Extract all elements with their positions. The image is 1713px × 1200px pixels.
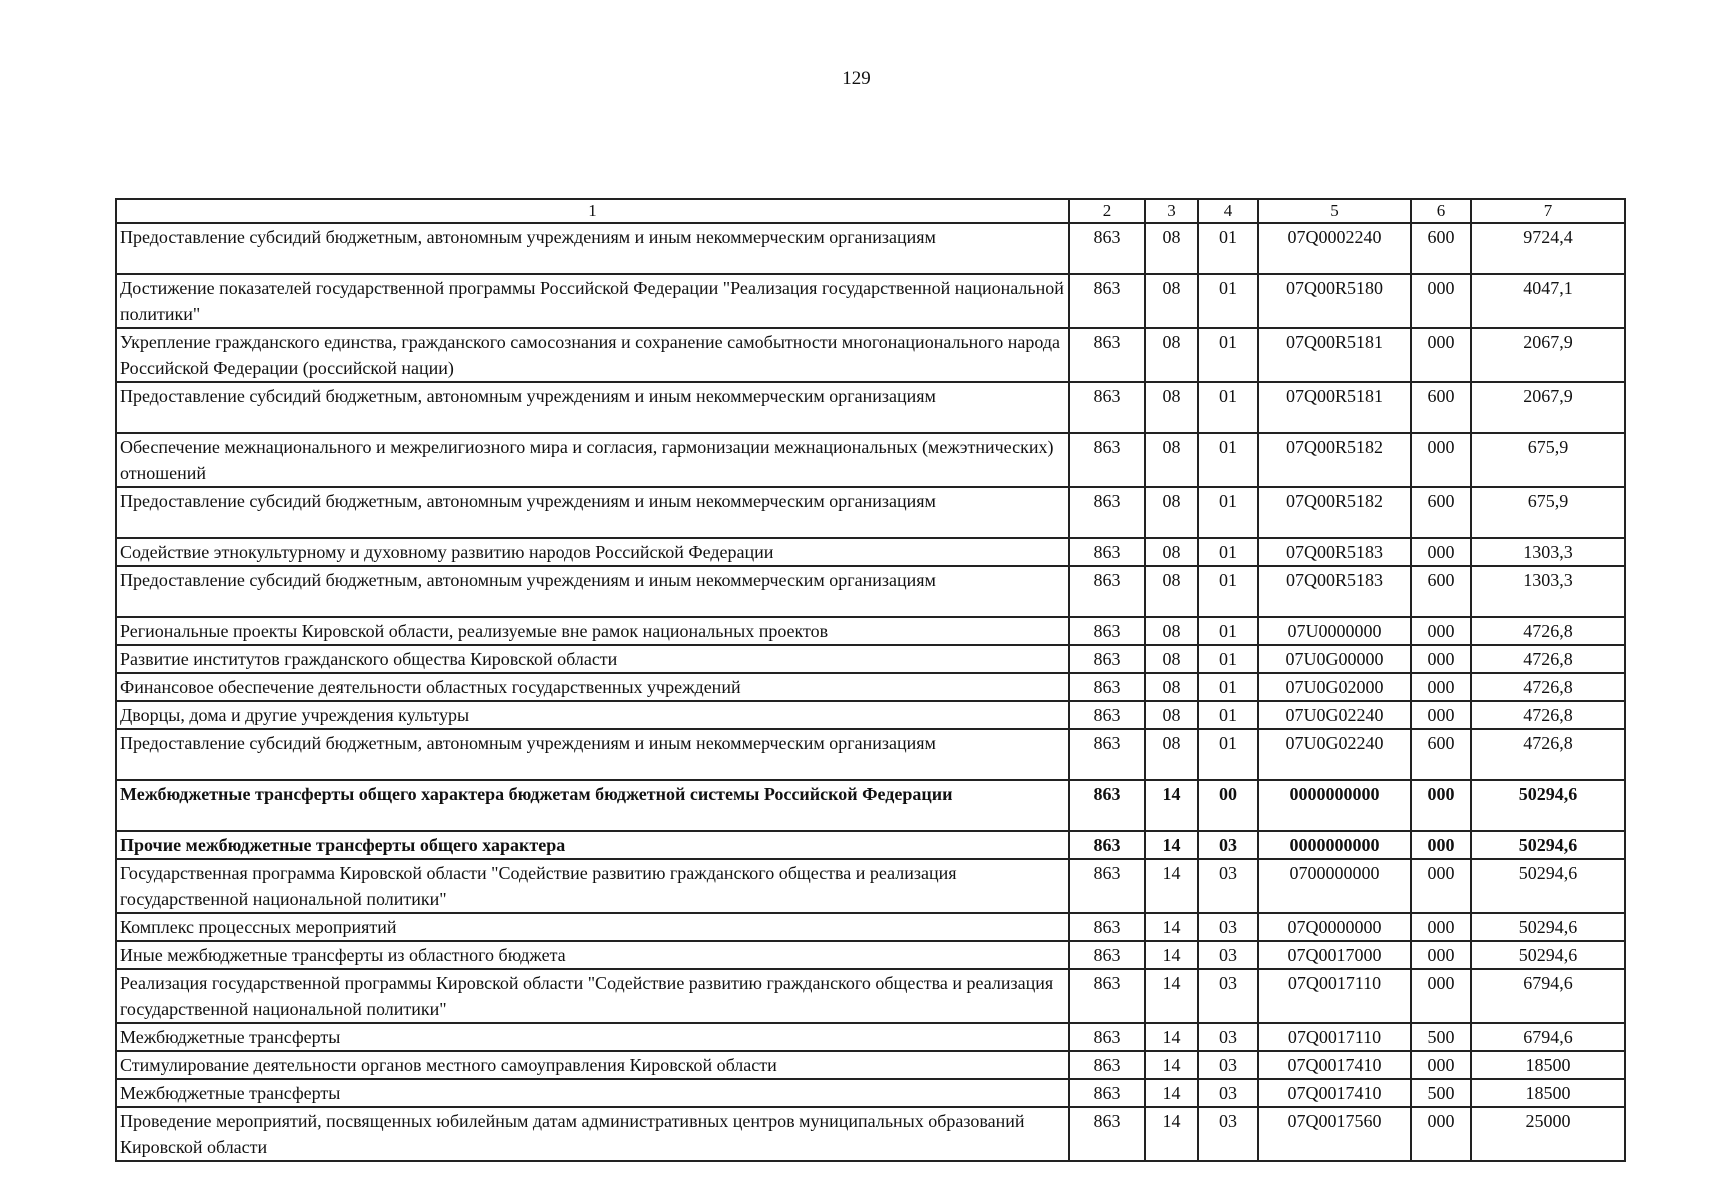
item-name-cell: Предоставление субсидий бюджетным, автономным учреждениям и иным некоммерческим организациям [116,566,1069,617]
section-cell: 08 [1145,645,1198,673]
expense-type-cell: 000 [1411,433,1471,487]
table-row [116,913,1625,941]
table-row [116,223,1625,274]
section-cell: 14 [1145,1079,1198,1107]
ministry-code-cell: 863 [1069,328,1145,382]
expense-type-cell: 000 [1411,780,1471,831]
section-cell: 14 [1145,1023,1198,1051]
item-name-cell: Межбюджетные трансферты общего характера бюджетам бюджетной системы Российской Федерации [116,780,1069,831]
item-name-cell: Иные межбюджетные трансферты из областного бюджета [116,941,1069,969]
section-cell: 14 [1145,859,1198,913]
subsection-cell: 03 [1198,941,1258,969]
table-row [116,328,1625,382]
item-name-cell: Развитие институтов гражданского общества Кировской области [116,645,1069,673]
subsection-cell: 03 [1198,1023,1258,1051]
target-article-cell: 07Q00R5181 [1258,328,1411,382]
subsection-cell: 01 [1198,487,1258,538]
amount-cell: 50294,6 [1471,831,1625,859]
amount-cell: 2067,9 [1471,328,1625,382]
amount-cell: 50294,6 [1471,859,1625,913]
table-row [116,831,1625,859]
table-row [116,274,1625,328]
subsection-cell: 01 [1198,673,1258,701]
ministry-code-cell: 863 [1069,673,1145,701]
target-article-cell: 07Q0017110 [1258,1023,1411,1051]
section-cell: 08 [1145,538,1198,566]
ministry-code-cell: 863 [1069,487,1145,538]
amount-cell: 4726,8 [1471,673,1625,701]
expense-type-cell: 000 [1411,941,1471,969]
table-row [116,941,1625,969]
subsection-cell: 00 [1198,780,1258,831]
header-cell: 3 [1145,199,1198,223]
expense-type-cell: 600 [1411,729,1471,780]
target-article-cell: 07U0G02240 [1258,729,1411,780]
expense-type-cell: 000 [1411,969,1471,1023]
item-name-cell: Обеспечение межнационального и межрелигиозного мира и согласия, гармонизации межнациональных (межэтнических) отношений [116,433,1069,487]
subsection-cell: 03 [1198,1107,1258,1161]
table-row [116,1051,1625,1079]
header-cell: 2 [1069,199,1145,223]
table-row [116,645,1625,673]
section-cell: 08 [1145,566,1198,617]
item-name-cell: Стимулирование деятельности органов местного самоуправления Кировской области [116,1051,1069,1079]
header-cell: 1 [116,199,1069,223]
subsection-cell: 01 [1198,617,1258,645]
subsection-cell: 01 [1198,274,1258,328]
ministry-code-cell: 863 [1069,969,1145,1023]
amount-cell: 4726,8 [1471,701,1625,729]
budget-table [115,198,1626,1162]
table-row [116,617,1625,645]
expense-type-cell: 000 [1411,701,1471,729]
table-row [116,487,1625,538]
target-article-cell: 07U0G02000 [1258,673,1411,701]
target-article-cell: 07Q0000000 [1258,913,1411,941]
expense-type-cell: 000 [1411,328,1471,382]
subsection-cell: 01 [1198,433,1258,487]
ministry-code-cell: 863 [1069,433,1145,487]
subsection-cell: 01 [1198,382,1258,433]
section-cell: 08 [1145,433,1198,487]
item-name-cell: Дворцы, дома и другие учреждения культуры [116,701,1069,729]
table-row [116,780,1625,831]
subsection-cell: 01 [1198,328,1258,382]
section-cell: 08 [1145,673,1198,701]
ministry-code-cell: 863 [1069,831,1145,859]
target-article-cell: 0000000000 [1258,780,1411,831]
target-article-cell: 07Q00R5181 [1258,382,1411,433]
subsection-cell: 03 [1198,859,1258,913]
ministry-code-cell: 863 [1069,1051,1145,1079]
ministry-code-cell: 863 [1069,913,1145,941]
table-row [116,382,1625,433]
target-article-cell: 07Q00R5182 [1258,487,1411,538]
section-cell: 08 [1145,487,1198,538]
header-cell: 7 [1471,199,1625,223]
expense-type-cell: 500 [1411,1023,1471,1051]
amount-cell: 6794,6 [1471,1023,1625,1051]
target-article-cell: 07Q0017110 [1258,969,1411,1023]
table-row [116,1079,1625,1107]
amount-cell: 18500 [1471,1079,1625,1107]
table-row [116,538,1625,566]
expense-type-cell: 000 [1411,831,1471,859]
ministry-code-cell: 863 [1069,1023,1145,1051]
item-name-cell: Региональные проекты Кировской области, реализуемые вне рамок национальных проектов [116,617,1069,645]
amount-cell: 4726,8 [1471,645,1625,673]
subsection-cell: 01 [1198,645,1258,673]
ministry-code-cell: 863 [1069,941,1145,969]
item-name-cell: Достижение показателей государственной программы Российской Федерации "Реализация государственной национальной политики" [116,274,1069,328]
amount-cell: 2067,9 [1471,382,1625,433]
section-cell: 08 [1145,701,1198,729]
amount-cell: 50294,6 [1471,941,1625,969]
target-article-cell: 07Q00R5183 [1258,538,1411,566]
item-name-cell: Предоставление субсидий бюджетным, автономным учреждениям и иным некоммерческим организациям [116,487,1069,538]
subsection-cell: 01 [1198,729,1258,780]
expense-type-cell: 600 [1411,382,1471,433]
item-name-cell: Межбюджетные трансферты [116,1023,1069,1051]
section-cell: 14 [1145,941,1198,969]
target-article-cell: 07Q0002240 [1258,223,1411,274]
target-article-cell: 07U0000000 [1258,617,1411,645]
item-name-cell: Предоставление субсидий бюджетным, автономным учреждениям и иным некоммерческим организациям [116,223,1069,274]
expense-type-cell: 000 [1411,645,1471,673]
subsection-cell: 01 [1198,701,1258,729]
item-name-cell: Финансовое обеспечение деятельности областных государственных учреждений [116,673,1069,701]
item-name-cell: Комплекс процессных мероприятий [116,913,1069,941]
section-cell: 14 [1145,831,1198,859]
expense-type-cell: 000 [1411,1107,1471,1161]
amount-cell: 18500 [1471,1051,1625,1079]
ministry-code-cell: 863 [1069,1079,1145,1107]
ministry-code-cell: 863 [1069,1107,1145,1161]
target-article-cell: 07Q0017410 [1258,1079,1411,1107]
table-row [116,433,1625,487]
amount-cell: 6794,6 [1471,969,1625,1023]
header-cell: 5 [1258,199,1411,223]
subsection-cell: 03 [1198,969,1258,1023]
subsection-cell: 01 [1198,538,1258,566]
item-name-cell: Предоставление субсидий бюджетным, автономным учреждениям и иным некоммерческим организациям [116,382,1069,433]
table-row [116,969,1625,1023]
target-article-cell: 07Q00R5180 [1258,274,1411,328]
section-cell: 14 [1145,913,1198,941]
table-row [116,673,1625,701]
ministry-code-cell: 863 [1069,538,1145,566]
expense-type-cell: 500 [1411,1079,1471,1107]
target-article-cell: 07Q0017410 [1258,1051,1411,1079]
expense-type-cell: 000 [1411,274,1471,328]
target-article-cell: 07U0G02240 [1258,701,1411,729]
amount-cell: 4726,8 [1471,617,1625,645]
target-article-cell: 07Q00R5182 [1258,433,1411,487]
ministry-code-cell: 863 [1069,274,1145,328]
expense-type-cell: 600 [1411,566,1471,617]
ministry-code-cell: 863 [1069,645,1145,673]
subsection-cell: 01 [1198,223,1258,274]
section-cell: 08 [1145,274,1198,328]
item-name-cell: Межбюджетные трансферты [116,1079,1069,1107]
section-cell: 14 [1145,1051,1198,1079]
section-cell: 08 [1145,729,1198,780]
expense-type-cell: 000 [1411,913,1471,941]
amount-cell: 50294,6 [1471,780,1625,831]
section-cell: 08 [1145,382,1198,433]
header-cell: 4 [1198,199,1258,223]
expense-type-cell: 000 [1411,859,1471,913]
item-name-cell: Реализация государственной программы Кировской области "Содействие развитию гражданского общества и реализация государственной национальной политики" [116,969,1069,1023]
target-article-cell: 07Q00R5183 [1258,566,1411,617]
amount-cell: 675,9 [1471,487,1625,538]
header-cell: 6 [1411,199,1471,223]
ministry-code-cell: 863 [1069,701,1145,729]
amount-cell: 1303,3 [1471,538,1625,566]
amount-cell: 50294,6 [1471,913,1625,941]
expense-type-cell: 600 [1411,487,1471,538]
item-name-cell: Укрепление гражданского единства, гражданского самосознания и сохранение самобытности многонационального народа Российской Федерации (российской нации) [116,328,1069,382]
page-number: 129 [842,68,871,89]
section-cell: 14 [1145,969,1198,1023]
table-row [116,729,1625,780]
subsection-cell: 03 [1198,831,1258,859]
subsection-cell: 03 [1198,1051,1258,1079]
target-article-cell: 07Q0017560 [1258,1107,1411,1161]
section-cell: 14 [1145,1107,1198,1161]
target-article-cell: 07Q0017000 [1258,941,1411,969]
section-cell: 08 [1145,223,1198,274]
ministry-code-cell: 863 [1069,729,1145,780]
table-row [116,859,1625,913]
table-header-row [116,199,1625,223]
expense-type-cell: 000 [1411,1051,1471,1079]
expense-type-cell: 000 [1411,617,1471,645]
table-row [116,1023,1625,1051]
amount-cell: 25000 [1471,1107,1625,1161]
ministry-code-cell: 863 [1069,382,1145,433]
section-cell: 14 [1145,780,1198,831]
ministry-code-cell: 863 [1069,566,1145,617]
amount-cell: 1303,3 [1471,566,1625,617]
section-cell: 08 [1145,617,1198,645]
table-row [116,1107,1625,1161]
section-cell: 08 [1145,328,1198,382]
subsection-cell: 03 [1198,1079,1258,1107]
amount-cell: 4726,8 [1471,729,1625,780]
item-name-cell: Государственная программа Кировской области "Содействие развитию гражданского общества и реализация государственной национальной политики" [116,859,1069,913]
item-name-cell: Содействие этнокультурному и духовному развитию народов Российской Федерации [116,538,1069,566]
subsection-cell: 01 [1198,566,1258,617]
ministry-code-cell: 863 [1069,859,1145,913]
target-article-cell: 07U0G00000 [1258,645,1411,673]
target-article-cell: 0000000000 [1258,831,1411,859]
target-article-cell: 0700000000 [1258,859,1411,913]
amount-cell: 4047,1 [1471,274,1625,328]
expense-type-cell: 000 [1411,538,1471,566]
ministry-code-cell: 863 [1069,780,1145,831]
expense-type-cell: 600 [1411,223,1471,274]
item-name-cell: Проведение мероприятий, посвященных юбилейным датам административных центров муниципальных образований Кировской области [116,1107,1069,1161]
ministry-code-cell: 863 [1069,223,1145,274]
table-row [116,566,1625,617]
subsection-cell: 03 [1198,913,1258,941]
expense-type-cell: 000 [1411,673,1471,701]
item-name-cell: Предоставление субсидий бюджетным, автономным учреждениям и иным некоммерческим организациям [116,729,1069,780]
item-name-cell: Прочие межбюджетные трансферты общего характера [116,831,1069,859]
table-row [116,701,1625,729]
ministry-code-cell: 863 [1069,617,1145,645]
amount-cell: 675,9 [1471,433,1625,487]
amount-cell: 9724,4 [1471,223,1625,274]
